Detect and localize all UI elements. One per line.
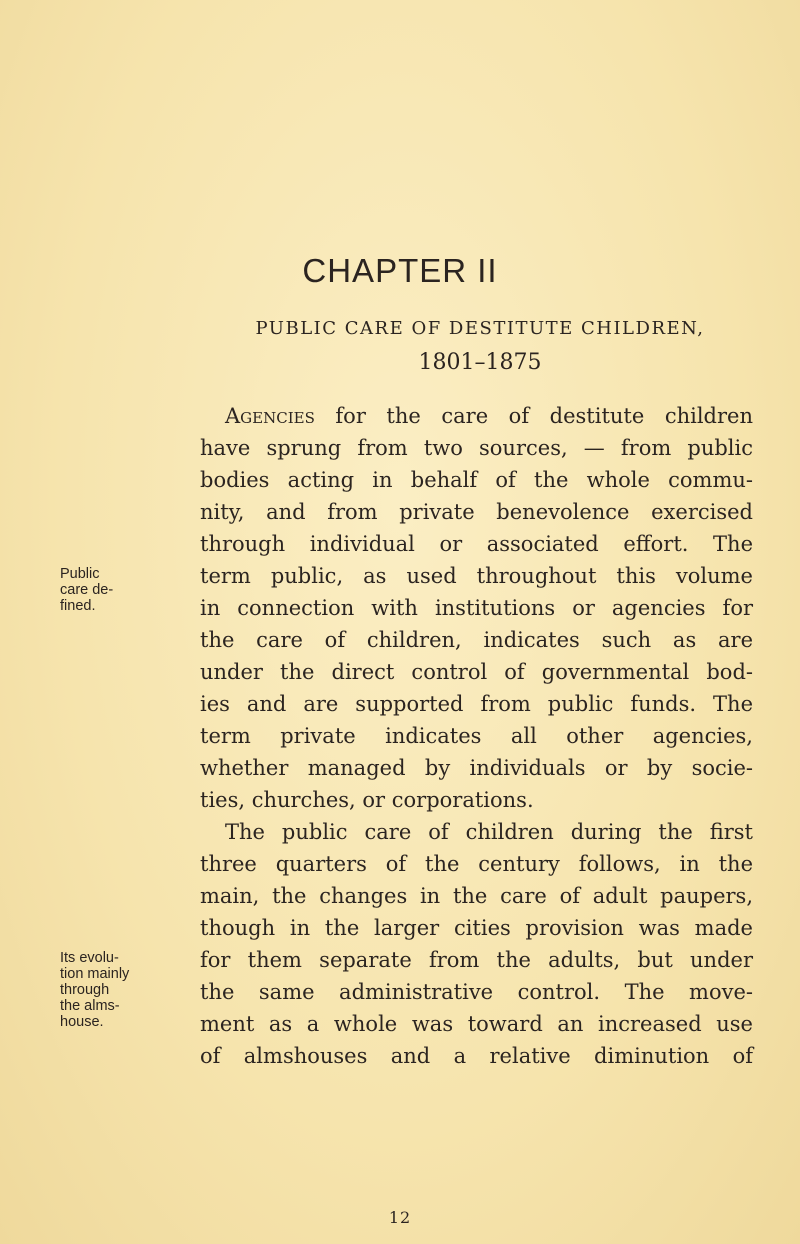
body-line-14: The public care of children during the first [225, 820, 753, 844]
margin-note-line: house. [60, 1014, 104, 1030]
body-line-17: though in the larger cities provision was made [200, 916, 753, 940]
margin-note-line: the alms- [60, 998, 120, 1014]
margin-note-line: Its evolu- [60, 950, 119, 966]
body-line-12: whether managed by individuals or by socie- [200, 756, 753, 780]
margin-note-line: fined. [60, 598, 96, 614]
lead-word: Agencies [225, 404, 315, 428]
body-line-8: the care of children, indicates such as are [200, 628, 753, 652]
body-line-19: the same administrative control. The move- [200, 980, 753, 1004]
body-line-18: for them separate from the adults, but under [200, 948, 753, 972]
page-number: 12 [388, 1208, 412, 1227]
body-line-7: in connection with institutions or agencies for [200, 596, 753, 620]
body-line-16: main, the changes in the care of adult paupers, [200, 884, 753, 908]
body-line-1 [200, 400, 753, 432]
body-line-11: term private indicates all other agencies, [200, 724, 753, 748]
body-line-9: under the direct control of governmental bod- [200, 660, 753, 684]
margin-note-line: care de- [60, 582, 114, 598]
section-years: 1801–1875 [418, 350, 542, 375]
margin-note-line: through [60, 982, 110, 998]
body-line-21: of almshouses and a relative diminution of [200, 1044, 753, 1068]
margin-note-line: tion mainly [60, 966, 130, 982]
body-line-4: nity, and from private benevolence exercised [200, 500, 753, 524]
chapter-title: CHAPTER II [302, 252, 498, 289]
body-line-15: three quarters of the century follows, in the [200, 852, 753, 876]
body-line-3: bodies acting in behalf of the whole commu- [200, 468, 753, 492]
body-line-5: through individual or associated effort. The [200, 532, 753, 556]
section-title: PUBLIC CARE OF DESTITUTE CHILDREN, [255, 318, 705, 339]
margin-note-public-care [60, 566, 180, 614]
body-line-10: ies and are supported from public funds. The [200, 692, 753, 716]
body-line-2: have sprung from two sources, — from public [200, 436, 753, 460]
margin-note-line: Public [60, 566, 100, 582]
body-line-20: ment as a whole was toward an increased use [200, 1012, 753, 1036]
body-line-1-text: for the care of destitute children [314, 404, 753, 428]
body-line-6: term public, as used throughout this volume [200, 564, 753, 588]
margin-note-almshouse [60, 950, 180, 1030]
body-line-13: ties, churches, or corporations. [200, 788, 534, 812]
